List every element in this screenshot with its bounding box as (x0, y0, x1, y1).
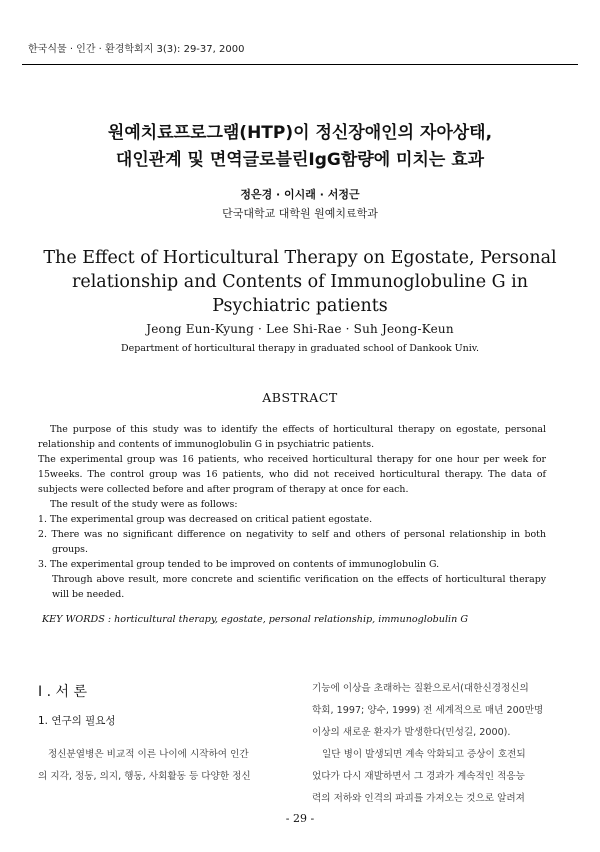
english-title-line-1: The Effect of Horticultural Therapy on Egostate, Personal (43, 248, 557, 268)
section-heading: I . 서 론 (38, 684, 87, 700)
abstract-conclusion: Through above result, more concrete and scientific verification on the effects of horticultural therapy will be needed. (52, 574, 546, 600)
english-title-line-3: Psychiatric patients (212, 296, 388, 316)
left-column-text (38, 744, 278, 788)
abstract-method: The experimental group was 16 patients, who received horticultural therapy for one hour per week for 15weeks. The control group was 16 patients, who did not received horticultural therapy. The data of subjects were collected before and after program of therapy at once for each. (38, 454, 546, 495)
korean-title-line-1: 원예치료프로그램(HTP)이 정신장애인의 자아상태, (107, 123, 493, 143)
keywords-label: KEY WORDS : (42, 614, 112, 625)
abstract-result-3: 3. The experimental group tended to be improved on contents of immunoglobulin G. (38, 559, 440, 570)
abstract-result-2: 2. There was no significant difference on negativity to self and others of personal relationship in both groups. (38, 529, 546, 555)
keywords-text: horticultural therapy, egostate, personal relationship, immunoglobulin G (114, 614, 468, 625)
right-column-text (312, 678, 572, 810)
journal-citation: 한국식물 · 인간 · 환경학회지 3(3): 29-37, 2000 (28, 44, 245, 55)
right-col-line-1: 기능에 이상을 초래하는 질환으로서(대한신경정신의 (312, 683, 529, 694)
left-col-line-1: 정신분열병은 비교적 이른 나이에 시작하여 인간 (48, 749, 249, 760)
abstract-purpose: The purpose of this study was to identify the effects of horticultural therapy on egostate, personal relationship and contents of immunoglobulin G in psychiatric patients. (38, 424, 546, 450)
korean-authors: 정은경 · 이시래 · 서정근 (240, 188, 360, 201)
header-rule (22, 64, 578, 65)
left-col-line-2: 의 지각, 정동, 의지, 행동, 사회활동 등 다양한 정신 (38, 771, 251, 782)
page-number: - 29 - (285, 812, 315, 825)
right-col-line-6: 력의 저하와 인격의 파괴를 가져오는 것으로 알려져 (312, 793, 525, 804)
english-authors: Jeong Eun-Kyung · Lee Shi-Rae · Suh Jeong-Keun (146, 322, 454, 336)
abstract-result-1: 1. The experimental group was decreased on critical patient egostate. (38, 514, 373, 525)
right-col-line-4: 일단 병이 발생되면 계속 악화되고 증상이 호전되 (322, 749, 526, 760)
korean-title-line-2: 대인관계 및 면역글로블린IgG함량에 미치는 효과 (115, 150, 485, 170)
keywords-line (42, 614, 468, 625)
right-col-line-5: 었다가 다시 재발하면서 그 경과가 계속적인 적응능 (312, 771, 525, 782)
right-col-line-2: 학회, 1997; 양수, 1999) 전 세계적으로 매년 200만명 (312, 705, 544, 716)
abstract-body (38, 422, 546, 602)
abstract-results-intro: The result of the study were as follows: (50, 499, 238, 510)
right-col-line-3: 이상의 새로운 환자가 발생한다(민성길, 2000). (312, 727, 511, 738)
english-affiliation: Department of horticultural therapy in graduated school of Dankook Univ. (120, 343, 480, 354)
abstract-heading: ABSTRACT (262, 390, 338, 405)
korean-affiliation: 단국대학교 대학원 원예치료학과 (222, 207, 378, 220)
subsection-heading: 1. 연구의 필요성 (38, 715, 116, 727)
english-title-line-2: relationship and Contents of Immunoglobuline G in (71, 272, 529, 292)
